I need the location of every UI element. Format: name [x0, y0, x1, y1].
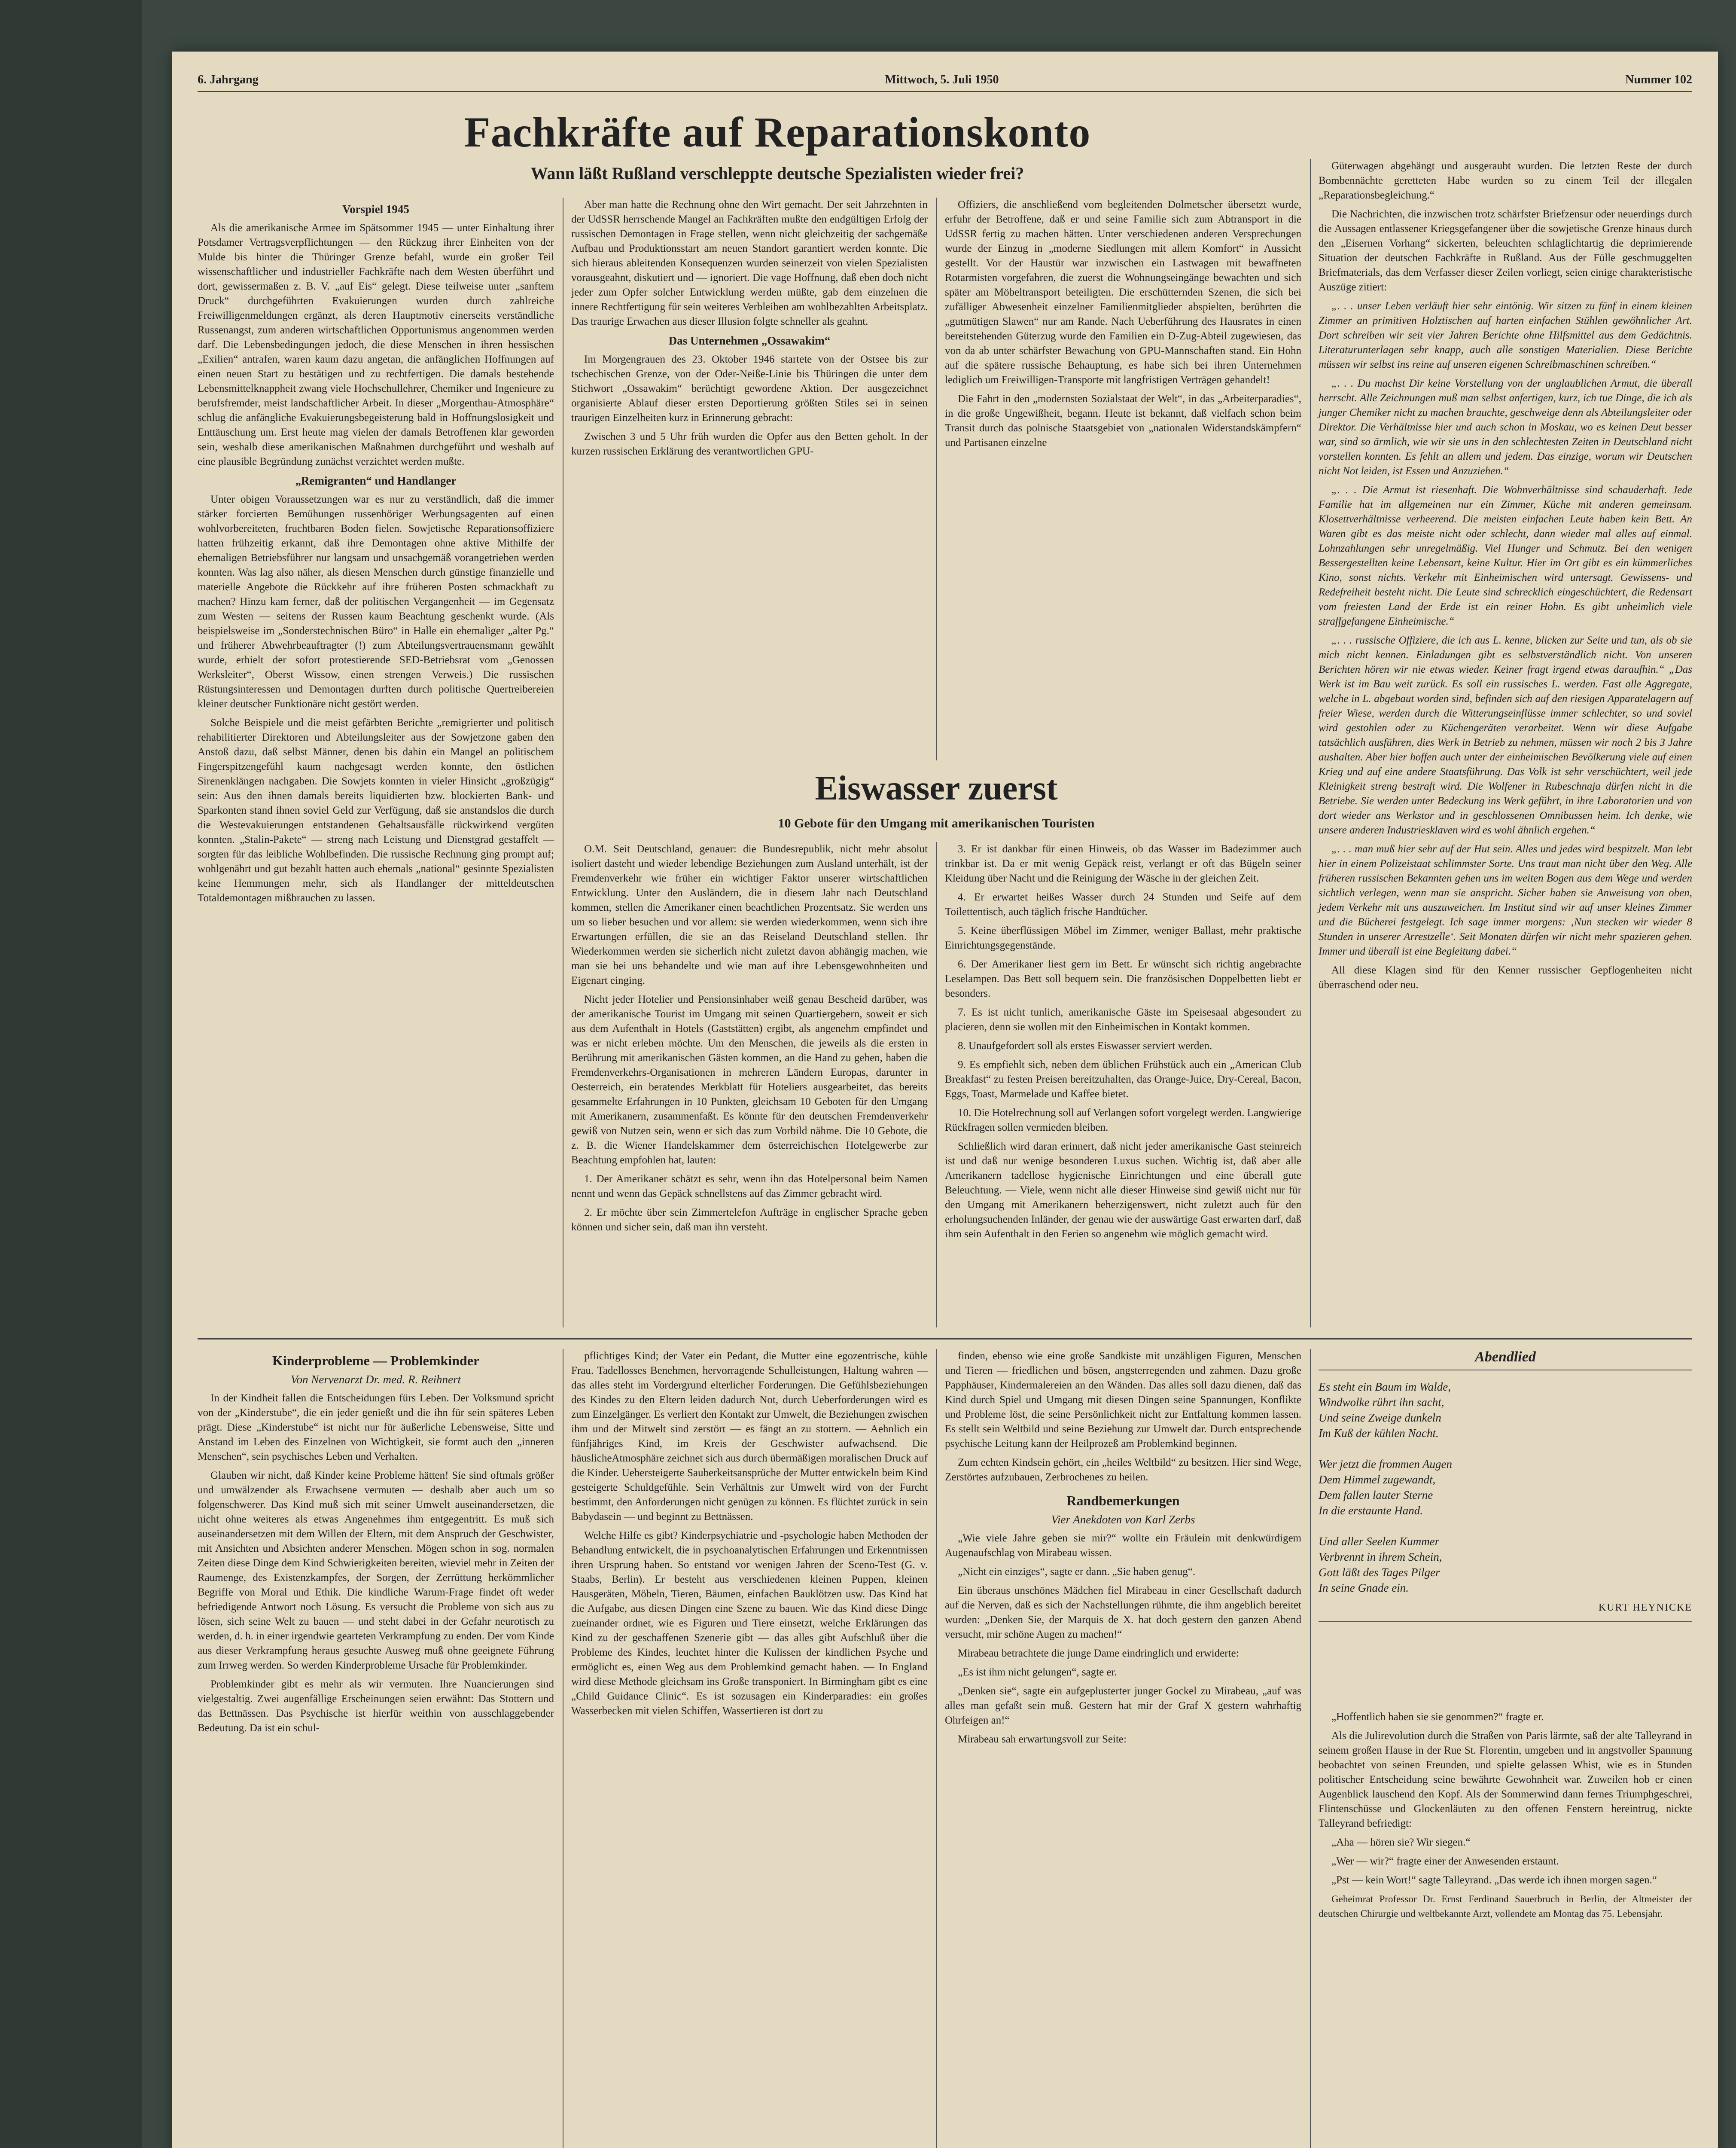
- paragraph: 5. Keine überflüssigen Möbel im Zimmer, weniger Ballast, mehr praktische Einrichtungsgegenstände.: [945, 925, 1301, 951]
- kinder-headline: Kinderprobleme — Problemkinder: [272, 1353, 480, 1368]
- section-title: Das Unternehmen „Ossawakim“: [668, 334, 831, 347]
- paragraph: „Nicht ein einziges“, sagte er dann. „Sie haben genug“.: [958, 1566, 1196, 1577]
- paragraph: 1. Der Amerikaner schätzt es sehr, wenn ihn das Hotelpersonal beim Namen nennt und wenn das Gepäck schnellstens auf das Zimmer gebracht wird.: [571, 1173, 928, 1199]
- paragraph: 2. Er möchte über sein Zimmertelefon Aufträge in englischer Sprache geben können und sicher sein, daß man ihn versteht.: [571, 1207, 928, 1233]
- eiswasser-headline: Eiswasser zuerst: [815, 769, 1058, 807]
- paragraph: „Denken sie“, sagte ein aufgeplusterter junger Gockel zu Mirabeau, „auf was alles man gefaßt sein muß. Gestern hat mir der Graf X gestern wahrhaftig Ohrfeigen an!“: [945, 1685, 1301, 1726]
- quote: „. . . Die Armut ist riesenhaft. Die Wohnverhältnisse sind schauderhaft. Jede Familie hat im allgemeinen nur ein Zimmer, Küche mit anderen gemeinsam. Klosettverhältnisse verheerend. Die meisten einfachen Leute haben kein Bett. An Waren gibt es das meiste nicht oder schlecht, dann wieder mal alles auf einmal. Lohnzahlungen sehr unregelmäßig. Viel Hunger und Schmutz. Bei den wenigen Bessergestellten keine Lebensart, keine Kultur. Hier im Ort gibt es ein kümmerliches Kino, sonst nichts. Verkehr mit Einheimischen wird untersagt. Gewissens- und Redefreiheit besteht nicht. Die Leute sind schrecklich eingeschüchtert, die Redensart vom freiesten Land der Erde ist ein reiner Hohn. Es gibt unheimlich viele straffgefangene Einheimische.“: [1319, 484, 1692, 627]
- paragraph: Die Nachrichten, die inzwischen trotz schärfster Briefzensur oder neuerdings durch die Aussagen entlassener Kriegsgefangener über die sowjetische Grenze hinaus durch den „Eisernen Vorhang“ sickerten, beleuchten schlaglichtartig die deprimierende Situation der deutschen Fachkräfte in Rußland. Aus der Fülle geschmuggelten Briefmaterials, das dem Verfasser dieser Zeilen vorliegt, seien einige charakteristische Auszüge zitiert:: [1319, 208, 1692, 293]
- paragraph: Als die amerikanische Armee im Spätsommer 1945 — unter Einhaltung ihrer Potsdamer Vertragsverpflichtungen — den Rückzug ihrer Einheiten von der Mulde bis hinter die Thüringer Grenze befahl, wurde ein großer Teil wissenschaftlicher und industrieller Fachkräfte nach dem Westen überführt und dort, gewissermaßen z. B. V. „auf Eis“ gelegt. Diese teilweise unter „sanftem Druck“ durchgeführten Evakuierungen wurden durch zahlreiche Freiwilligenmeldungen ergänzt, als deren Hauptmotiv einerseits verständliche Russenangst, zum anderen wirtschaftlichen Opportunismus angenommen werden darf. Die Lebensbedingungen jedoch, die diese Menschen in ihren hessischen „Exilien“ antrafen, waren kaum dazu angetan, die anfänglichen Hoffnungen auf einen neuen Start zu bestätigen und zu rechtfertigen. Die damals bestehende Lebensmittelknappheit zwang viele Hochschullehrer, Chemiker und Ingenieure zu berufsfremder, meist landschaftlicher Arbeit. In dieser „Morgenthau-Atmosphäre“ schlug die anfängliche Evakuierungsbegeisterung bald in Hoffnungslosigkeit und Enttäuschung um. Erst heute mag vielen der damals Betroffenen klar geworden sein, weshalb diese amerikanischen Maßnahmen durchgeführt und weshalb auf eine plausible Begründung zunächst verzichtet werden mußte.: [198, 222, 554, 467]
- quote: „. . . man muß hier sehr auf der Hut sein. Alles und jedes wird bespitzelt. Man lebt hier in einem Polizeistaat schlimmster Sorte. Uns traut man nicht über den Weg. Alle früheren russischen Bekannten gehen uns im weiten Bogen aus dem Wege und werden sichtlich verlegen, wenn man sie anspricht. Sicher haben sie Anweisung von oben, jedem Verkehr mit uns auszuweichen. Im Institut sind wir auf unser kleines Zimmer und die Bücherei festgelegt. Ich sage immer morgens: ‚Nun stecken wir wieder 8 Stunden in unserer Arrestzelle‘. Seit Monaten dürfen wir nicht mehr spazieren gehen. Immer und überall ist eine Begleitung dabei.“: [1319, 843, 1692, 957]
- paragraph: Als die Julirevolution durch die Straßen von Paris lärmte, saß der alte Talleyrand in seinem großen Hause in der Rue St. Florentin, umgeben und in angstvoller Spannung beobachtet von seinen Freunden, und spielte gelassen Whist, wie es in Stunden politischer Entscheidung seine bewährte Gewohnheit war. Zuweilen hob er einen Augenblick lauschend den Kopf. Als der Sommerwind dann fernes Triumphgeschrei, Flintenschüsse und Glockenläuten zu den offenen Fenstern hereintrug, nickte Talleyrand befriedigt:: [1319, 1730, 1692, 1829]
- paragraph: Unter obigen Voraussetzungen war es nur zu verständlich, daß die immer stärker forcierten Bemühungen russenhöriger Werbungsagenten auf einen wohlvorbereiteten, fruchtbaren Boden fielen. Sowjetische Reparationsoffiziere hatten frühzeitig erkannt, daß ihre Demontagen ohne aktive Mithilfe der ehemaligen Betriebsführer nur langsam und unsachgemäß vorangetrieben werden konnten. Was lag also näher, als diesen Menschen durch günstige finanzielle und materielle Angebote die Rückkehr auf ihre früheren Posten schmackhaft zu machen? Hinzu kam ferner, daß der politischen Vergangenheit — im Gegensatz zum Westen — seitens der Russen kaum Beachtung geschenkt wurde. (Als beispielsweise im „Sonderstechnischen Büro“ in Halle ein ehemaliger „alter Pg.“ und früherer Abwehrbeauftragter (!) zum Abteilungsvertrauensmann gewählt wurde, erhielt der sofort protestierende SED-Betriebsrat vom „Genossen Werksleiter“, Oberst Wissow, einen strengen Verweis.) Die russischen Rüstungsinteressen und Demontagen durften durch politische Quertreibereien kleiner deutscher Funktionäre nicht gestört werden.: [198, 494, 554, 710]
- paragraph: „Aha — hören sie? Wir siegen.“: [1331, 1837, 1471, 1848]
- column-divider: [1310, 1349, 1311, 2148]
- poem-line: In seine Gnade ein.: [1319, 1581, 1409, 1594]
- poem-line: Und seine Zweige dunkeln: [1319, 1411, 1441, 1424]
- paragraph: Mirabeau betrachtete die junge Dame eindringlich und erwiderte:: [958, 1648, 1239, 1659]
- paragraph: „Hoffentlich haben sie sie genommen?“ fragte er.: [1331, 1711, 1544, 1723]
- poem-box: [1319, 1349, 1692, 1622]
- eiswasser-column-2: [945, 842, 1301, 1327]
- poem-line: Im Kuß der kühlen Nacht.: [1319, 1427, 1439, 1440]
- lead-column-3: [945, 198, 1301, 756]
- section-title: Vorspiel 1945: [342, 203, 409, 216]
- lead-subhead: Wann läßt Rußland verschleppte deutsche Spezialisten wieder frei?: [530, 164, 1024, 183]
- paragraph: 8. Unaufgefordert soll als erstes Eiswasser serviert werden.: [958, 1040, 1212, 1052]
- paragraph: Problemkinder gibt es mehr als wir vermuten. Ihre Nuancierungen sind vielgestaltig. Zwei augenfällige Erscheinungen seien erwähnt: Das Stottern und das Bettnässen. Das Psychische ist hierfür weithin von ausschlaggebender Bedeutung. Da ist ein schul-: [198, 1678, 554, 1734]
- newspaper-page: [172, 52, 1718, 2148]
- poem-title: Abendlied: [1319, 1349, 1692, 1370]
- paragraph: 9. Es empfiehlt sich, neben dem üblichen Frühstück auch ein „American Club Breakfast“ zu festen Preisen bereitzuhalten, das Orange-Juice, Dry-Cereal, Bacon, Eggs, Toast, Marmelade und Kaffee bietet.: [945, 1059, 1301, 1100]
- paragraph: „Wie viele Jahre geben sie mir?“ wollte ein Fräulein mit denkwürdigem Augenaufschlag von Mirabeau wissen.: [945, 1532, 1301, 1559]
- section-divider: [198, 1338, 1692, 1339]
- volume-label: 6. Jahrgang: [198, 73, 259, 86]
- paragraph: 7. Es ist nicht tunlich, amerikanische Gäste im Speisesaal abgesondert zu placieren, denn sie wollen mit den Einheimischen in Kontakt kommen.: [945, 1007, 1301, 1033]
- quote: „. . . russische Offiziere, die ich aus L. kenne, blicken zur Seite und tun, als ob sie mich nicht kennen. Einladungen gibt es selbstverständlich nicht. Von unseren Berichten hören wir nie etwas wieder. Keiner fragt irgend etwas daraufhin.“ „Das Werk ist im Bau weit zurück. Es soll ein russisches L. werden. Fast alle Aggregate, welche in L. abgebaut worden sind, befinden sich auf den riesigen Apparatelagern auf freier Wiese, werden durch die Witterungseinflüsse immer schlechter, so und soviel wird gestohlen oder zu Küchengeräten verarbeitet. Wenn wir diese Aufgabe tatsächlich ausführen, dies Werk in Betrieb zu nehmen, müssen wir noch 2 bis 3 Jahre aushalten. Aber hier hoffen auch unter der einheimischen Bevölkerung viele auf einen Krieg und auf eine andere Staatsführung. Das Volk ist sehr verschüchtert, weil jede Kleinigkeit streng bestraft wird. Die Wolfener in Rubeschnaja dürfen nicht in die Betriebe. Sie werden unter Bedeckung ins Werk geführt, in ihre Laboratorien und von dort wieder ans Werkstor und in geschlossenen Omnibussen heim. Ich denke, wie unsere anderen Industriesklaven wird es wohl ähnlich ergehen.“: [1319, 635, 1692, 836]
- paragraph: Zum echten Kindsein gehört, ein „heiles Weltbild“ zu besitzen. Hier sind Wege, Zerstörtes aufzubauen, Zerbrochenes zu heilen.: [945, 1457, 1301, 1483]
- poem-line: Wer jetzt die frommen Augen: [1319, 1458, 1452, 1471]
- eiswasser-column-1: [571, 842, 928, 1327]
- poem-stanza: [1319, 1534, 1692, 1596]
- paragraph: Glauben wir nicht, daß Kinder keine Probleme hätten! Sie sind oftmals größer und umwälzender als Erwachsene vermuten — deshalb aber auch um so folgenschwerer. Das Kind muß sich mit seiner Umwelt auseinandersetzen, die nicht ohne weiteres als etwas Angenehmes ihm entgegentritt. Es muß sich auseinandersetzen mit dem Willen der Eltern, mit dem Anspruch der Geschwister, mit Ansichten und Absichten anderer Menschen. Mögen schon in sog. normalen Zeiten diese Dinge dem Kind Schwierigkeiten bereiten, wieviel mehr in Zeiten der Raumenge, des Existenzkampfes, der Sorgen, der Zerrüttung herkömmlicher Begriffe von Moral und Ethik. Die kindliche Warum-Frage findet oft weder befriedigende Antwort noch Lösung. Es versucht die Probleme von sich aus zu lösen, sich seine Welt zu bauen — und steht dabei in der Gefahr neurotisch zu werden, d. h. in einer irgendwie gearteten Verkrampfung zu enden. Der vom Kinde aus dieser Verkrampfung heraus gesuchte Ausweg muß ohne geeignete Führung zum Irrweg werden. So werden Kinderprobleme Ursache für Problemkinder.: [198, 1470, 554, 1671]
- column-divider: [936, 198, 937, 760]
- randbemerkungen-headline: Randbemerkungen: [1066, 1493, 1180, 1508]
- issue-number: Nummer 102: [1625, 73, 1692, 86]
- column-divider: [936, 1349, 937, 2148]
- poem-line: In die erstaunte Hand.: [1319, 1504, 1423, 1517]
- randbemerkungen-byline: Vier Anekdoten von Karl Zerbs: [1051, 1513, 1195, 1526]
- paragraph: All diese Klagen sind für den Kenner russischer Gepflogenheiten nicht überraschend oder neu.: [1319, 964, 1692, 991]
- masthead: [198, 73, 1692, 92]
- quote: „. . . Du machst Dir keine Vorstellung von der unglaublichen Armut, die überall herrscht. Alle Zeichnungen muß man selbst anfertigen, kurz, ich tue Dinge, die ich als junger Chemiker nicht zu machen brauchte, geschweige denn als Abteilungsleiter oder Direktor. Die Verhältnisse hier und auch schon in Moskau, wo es keinen Deut besser war, sind so ärmlich, wie wir sie uns in den schlechtesten Zeiten in Deutschland nicht vorstellen konnten. Es fehlt an allem und jedem. Das einzige, worum wir Deutschen nicht Not leiden, ist Essen und Anzuziehen.“: [1319, 378, 1692, 477]
- eiswasser-subhead: 10 Gebote für den Umgang mit amerikanischen Touristen: [778, 816, 1095, 830]
- paragraph: Güterwagen abgehängt und ausgeraubt wurden. Die letzten Reste der durch Bombennächte geretteten Habe wurden so zu einem Teil der illegalen „Reparationsbegleichung.“: [1319, 160, 1692, 201]
- paragraph: Mirabeau sah erwartungsvoll zur Seite:: [958, 1733, 1127, 1745]
- paragraph: 3. Er ist dankbar für einen Hinweis, ob das Wasser im Badezimmer auch trinkbar ist. Da er mit wenig Gepäck reist, verlangt er oft das Bügeln seiner Kleidung über Nacht und die Reinigung der Wäsche in der gleichen Zeit.: [945, 843, 1301, 884]
- paragraph: „Wer — wir?“ fragte einer der Anwesenden erstaunt.: [1331, 1855, 1559, 1867]
- paragraph: finden, ebenso wie eine große Sandkiste mit unzähligen Figuren, Menschen und Tieren — friedlichen und bösen, angsterregenden und zahmen. Dazu große Papphäuser, Kindermalereien an den Wänden. Das alles soll dazu dienen, daß das Kind durch Spiel und Umgang mit diesen Dingen seine Spannungen, Konflikte und Probleme löst, die seine Persönlichkeit nicht zur Entfaltung kommen lassen. Es stellt sein Weltbild und seine Beziehung zur Umwelt dar. Durch entsprechende psychische Leitung kann der Heilprozeß am Problemkind beginnen.: [945, 1350, 1301, 1449]
- paragraph: Geheimrat Professor Dr. Ernst Ferdinand Sauerbruch in Berlin, der Altmeister der deutschen Chirurgie und weltbekannte Arzt, vollendete am Montag das 75. Lebensjahr.: [1319, 1894, 1692, 1919]
- section-title: „Remigranten“ und Handlanger: [295, 474, 457, 487]
- paragraph: Welche Hilfe es gibt? Kinderpsychiatrie und -psychologie haben Methoden der Behandlung entwickelt, die in psychoanalytischen Erfahrungen und Erkenntnissen ihren Ursprung haben. So entstand vor wenigen Jahren der Sceno-Test (G. v. Staabs, Berlin). Er besteht aus verschiedenen kleinen Puppen, kleinen Hausgeräten, Möbeln, Tieren, Bäumen, einfachen Bauklötzen usw. Das Kind hat die Aufgabe, aus diesen Dingen eine Szene zu bauen. Wie das Kind diese Dinge zueinander ordnet, wie es Figuren und Tiere einsetzt, welche Erklärungen das Kind zu der geschaffenen Szenerie gibt — das alles gibt Aufschluß über die Probleme des Kindes, leuchtet hinter die Kulissen der kindlichen Psyche und ermöglicht es, einen Weg aus dem Problemkind gemacht haben. — In England wird diese Methode gleichsam ins Große transponiert. In Birmingham gibt es eine „Child Guidance Clinic“. Es ist sozusagen ein Kinderparadies: ein großes Wasserbecken mit vielen Schiffen, Wassertieren ist dort zu: [571, 1530, 928, 1717]
- poem-body: [1319, 1379, 1692, 1622]
- paragraph: Nicht jeder Hotelier und Pensionsinhaber weiß genau Bescheid darüber, was der amerikanische Tourist im Umgang mit seinen Quartiergebern, soweit er sich aus dem Aufenthalt in Hotels (Gaststätten) ergibt, als angenehm empfindet und was er nicht erleben möchte. Um den Menschen, die jeweils als die ersten in Berührung mit amerikanischen Gästen kommen, an die Hand zu gehen, haben die Fremdenverkehrs-Organisationen in mehreren Ländern Europas, darunter in Oesterreich, ein beratendes Merkblatt für Hoteliers ausgearbeitet, das bereits gesammelte Erfahrungen in 10 Punkten, gleichsam 10 Geboten für den Umgang mit Amerikanern, zusammenfaßt. Es könnte für den deutschen Fremdenverkehr gewiß von Nutzen sein, wenn er sich das zum Vorbild nähme. Die 10 Gebote, die z. B. die Wiener Handelskammer dem österreichischen Hotelgewerbe zur Beachtung empfohlen hat, lauten:: [571, 994, 928, 1166]
- kinder-column-2: [571, 1349, 928, 2148]
- paragraph: Die Fahrt in den „modernsten Sozialstaat der Welt“, in das „Arbeiterparadies“, in die große Ungewißheit, begann. Heute ist bekannt, daß vielfach schon beim Transit durch das polnische Staatsgebiet von „nationalen Widerstandskämpfern“ und Partisanen einzelne: [945, 393, 1301, 449]
- paragraph: pflichtiges Kind; der Vater ein Pedant, die Mutter eine egozentrische, kühle Frau. Tadellosses Benehmen, hervorragende Schulleistungen, Haltung wahren — das alles steht im Vordergrund elterlicher Forderungen. Die Gefühlsbeziehungen des Kindes zu den Eltern leiden dadurch Not, durch Ueberforderungen wird es zum Einzelgänger. Es verliert den Kontakt zur Umwelt, die Beziehungen zwischen ihm und der Mitwelt sind zerstört — es fängt an zu stottern. — Aehnlich ein fünfjähriges Kind, im Kreis der Geschwister aufwachsend. Die häuslicheAtmosphäre zeichnet sich aus durch übermäßigen moralischen Druck auf die Kinder. Uebersteigerte Sauberkeitsansprüche der Mutter entwickeln beim Kind gesteigerte Schuldgefühle. Sein Verhältnis zur Umwelt wird von der Furcht bestimmt, den Anforderungen nicht genügen zu können. Es flüchtet zurück in sein Babydasein — und beginnt zu Bettnässen.: [571, 1350, 928, 1523]
- paragraph: 4. Er erwartet heißes Wasser durch 24 Stunden und Seife auf dem Toilettentisch, auch täglich frische Handtücher.: [945, 891, 1301, 918]
- paragraph: „Es ist ihm nicht gelungen“, sagte er.: [958, 1666, 1117, 1678]
- paragraph: Zwischen 3 und 5 Uhr früh wurden die Opfer aus den Betten geholt. In der kurzen russischen Erklärung des verantwortlichen GPU-: [571, 431, 928, 457]
- paragraph: O.M. Seit Deutschland, genauer: die Bundesrepublik, nicht mehr absolut isoliert dasteht und wieder lebendige Beziehungen zum Ausland unterhält, ist der Fremdenverkehr wie früher ein wichtiger Faktor unserer wirtschaftlichen Entwicklung. Unter den Ausländern, die in diesem Jahr nach Deutschland kommen, stellen die Amerikaner einen beachtlichen Prozentsatz. Sie werden uns um so lieber besuchen und vor allem: sie werden wiederkommen, wenn sich ihre Erwartungen erfüllen, die sie an das Reiseland Deutschland stellen. Ihr Wiederkommen werden sie sicherlich nicht zuletzt davon abhängig machen, wie man sie bei uns behandelte und wie man auf ihre Lebensgewohnheiten und Eigenart einging.: [571, 843, 928, 986]
- paragraph: Schließlich wird daran erinnert, daß nicht jeder amerikanische Gast steinreich ist und daß nur wenige besonderen Luxus suchen. Wichtig ist, daß aber alle Amerikanern tadellose hygienische Einrichtungen und eine überall gute Beleuchtung. — Viele, wenn nicht alle dieser Hinweise sind gewiß nicht nur für den Umgang mit Amerikanern beherzigenswert, nicht zuletzt auch für den erholungsuchenden Inländer, der genau wie der auswärtige Gast erwarten darf, daß ihm sein Aufenthalt in den Ferien so angenehm wie möglich gemacht wird.: [945, 1141, 1301, 1240]
- kinder-randbemerkungen-column: [945, 1349, 1301, 2148]
- poem-line: Windwolke rührt ihn sacht,: [1319, 1396, 1444, 1409]
- lead-column-4: [1319, 159, 1692, 1327]
- poem-line: Verbrennt in ihrem Schein,: [1319, 1550, 1442, 1563]
- paragraph: Im Morgengrauen des 23. Oktober 1946 startete von der Ostsee bis zur tschechischen Grenze, von der Oder-Neiße-Linie bis Thüringen die unter dem Stichwort „Ossawakim“ berüchtigt gewordene Aktion. Der ausgezeichnet organisierte Ablauf dieser ersten Deportierung größten Stiles sei in seinen traurigen Einzelheiten kurz in Erinnerung gebracht:: [571, 354, 928, 424]
- kinder-byline: Von Nervenarzt Dr. med. R. Reihnert: [291, 1373, 461, 1386]
- poem-line: Dem fallen lauter Sterne: [1319, 1489, 1433, 1501]
- poem-stanza: [1319, 1456, 1692, 1518]
- paragraph: 6. Der Amerikaner liest gern im Bett. Er wünscht sich richtig angebrachte Leselampen. Das Bett soll bequem sein. Die französischen Doppelbetten liebt er besonders.: [945, 958, 1301, 999]
- paragraph: 10. Die Hotelrechnung soll auf Verlangen sofort vorgelegt werden. Langwierige Rückfragen sollen vermieden bleiben.: [945, 1107, 1301, 1133]
- kinder-column-1: [198, 1349, 554, 2148]
- randbemerkungen-continued: [1319, 1710, 1692, 2148]
- poem-line: Dem Himmel zugewandt,: [1319, 1473, 1436, 1486]
- quote: „. . . unser Leben verläuft hier sehr eintönig. Wir sitzen zu fünf in einem kleinen Zimmer an primitiven Holztischen auf harten einfachen Stühlen gewöhnlicher Art. Dort schreiben wir seit vier Jahren Berichte ohne Hilfsmittel aus dem Gedächtnis. Literaturunterlagen sehr knapp, auch alle sonstigen Materialien. Diese Berichte müssen wir selbst ins reine auf unseren eigenen Schreibmaschinen schreiben.“: [1319, 300, 1692, 370]
- column-divider: [1310, 159, 1311, 1327]
- paragraph: Aber man hatte die Rechnung ohne den Wirt gemacht. Der seit Jahrzehnten in der UdSSR herrschende Mangel an Fachkräften mußte den endgültigen Erfolg der russischen Demontagen in Frage stellen, wenn nicht gleichzeitig der sachgemäße Aufbau und Produktionsstart am neuen Standort garantiert werden konnte. Die sich hieraus ableitenden Konsequenzen wurden seinerzeit von vielen Spezialisten vorausgeahnt, diskutiert und — ignoriert. Die vage Hoffnung, daß eben doch nicht jeder zum Opfer solcher Entwicklung werden müßte, gab dem einzelnen die innere Rechtfertigung für sein weiteres Verbleiben am wohlbezahlten Arbeitsplatz. Das traurige Erwachen aus dieser Illusion folgte schneller als geahnt.: [571, 199, 928, 327]
- poem-author: KURT HEYNICKE: [1319, 1600, 1692, 1622]
- paragraph: In der Kindheit fallen die Entscheidungen fürs Leben. Der Volksmund spricht von der „Kinderstube“, die ein jeder genießt und die ihn für sein späteres Leben prägt. Diese „Kinderstube“ ist nicht nur für äußerliche Lebensweise, Sitte und Anstand im Leben des Einzelnen von Wichtigkeit, sie formt auch den „inneren Menschen“, sein psychisches Leben und Verhalten.: [198, 1392, 554, 1462]
- paragraph: „Pst — kein Wort!“ sagte Talleyrand. „Das werde ich ihnen morgen sagen.“: [1331, 1874, 1657, 1886]
- date-label: Mittwoch, 5. Juli 1950: [885, 73, 999, 86]
- poem-line: Gott läßt des Tages Pilger: [1319, 1566, 1440, 1579]
- poem-stanza: [1319, 1379, 1692, 1441]
- lead-column-1: [198, 198, 554, 1327]
- poem-line: Und aller Seelen Kummer: [1319, 1535, 1440, 1548]
- lead-headline: Fachkräfte auf Reparationskonto: [464, 108, 1091, 156]
- paragraph: Offiziers, die anschließend vom begleitenden Dolmetscher übersetzt wurde, erfuhr der Betroffene, daß er und seine Familie sich zum Abtransport in die UdSSR fertig zu machen hätten. Unter verschiedenen anderen Versprechungen wurde der Einzug in „moderne Siedlungen mit allem Komfort“ in Aussicht gestellt. Vor der Haustür war inzwischen ein Lastwagen mit bewaffneten Rotarmisten vorgefahren, die zuerst die Wohnungseingänge bewachten und sich später am Möbeltransport beteiligten. Die erschütternden Szenen, die sich bei zufälliger Abwesenheit einzelner Familienmitglieder abspielten, berührten die „gutmütigen Slawen“ nur am Rande. Nach Ueberführung des Hausrates in einen bereitstehenden Güterzug wurde den Familien ein D-Zug-Abteil zugewiesen, das von da ab unter schärfster Bewachung von GPU-Mannschaften stand. Ein Hohn auf die spätere russische Behauptung, es habe sich bei ihren Unternehmen lediglich um Freiwilligen-Transporte mit langfristigen Verträgen gehandelt!: [945, 199, 1301, 386]
- column-divider: [936, 842, 937, 1327]
- paragraph: Solche Beispiele und die meist gefärbten Berichte „remigrierter und politisch rehabilitierter Direktoren und Abteilungsleiter aus der Sowjetzone gaben den Anstoß dazu, daß selbst Männer, denen bis dahin ein Mangel an politischem Fingerspitzengefühl kaum nachgesagt werden konnte, den östlichen Sirenenklängen nachgaben. Die Sowjets konnten in vieler Hinsicht „großzügig“ sein: Aus den ihnen damals bereits liquidierten bzw. blockierten Bank- und Sparkonten stand ihnen soviel Geld zur Verfügung, daß sie anstandslos die durch die Westevakuierungen entstandenen Gehaltsausfälle rückwirkend vergüten konnten. „Stalin-Pakete“ — streng nach Leistung und Dienstgrad gestaffelt — sorgten für das leibliche Wohlbefinden. Die russische Rechnung ging prompt auf; wohlgenährt und gut bezahlt hatten auch ehemals „national“ gesinnte Spezialisten keine Hemmungen mehr, sich als Handlanger der mitteldeutschen Totaldemontagen mißbrauchen zu lassen.: [198, 717, 554, 904]
- poem-line: Es steht ein Baum im Walde,: [1319, 1380, 1451, 1393]
- paragraph: Ein überaus unschönes Mädchen fiel Mirabeau in einer Gesellschaft dadurch auf die Nerven, daß es sich der Nachstellungen rühmte, die ihm angeblich bereitet wurden: „Denken Sie, der Marquis de X. hat doch gestern den ganzen Abend versucht, mir schöne Augen zu machen!“: [945, 1585, 1301, 1640]
- lead-column-2: [571, 198, 928, 756]
